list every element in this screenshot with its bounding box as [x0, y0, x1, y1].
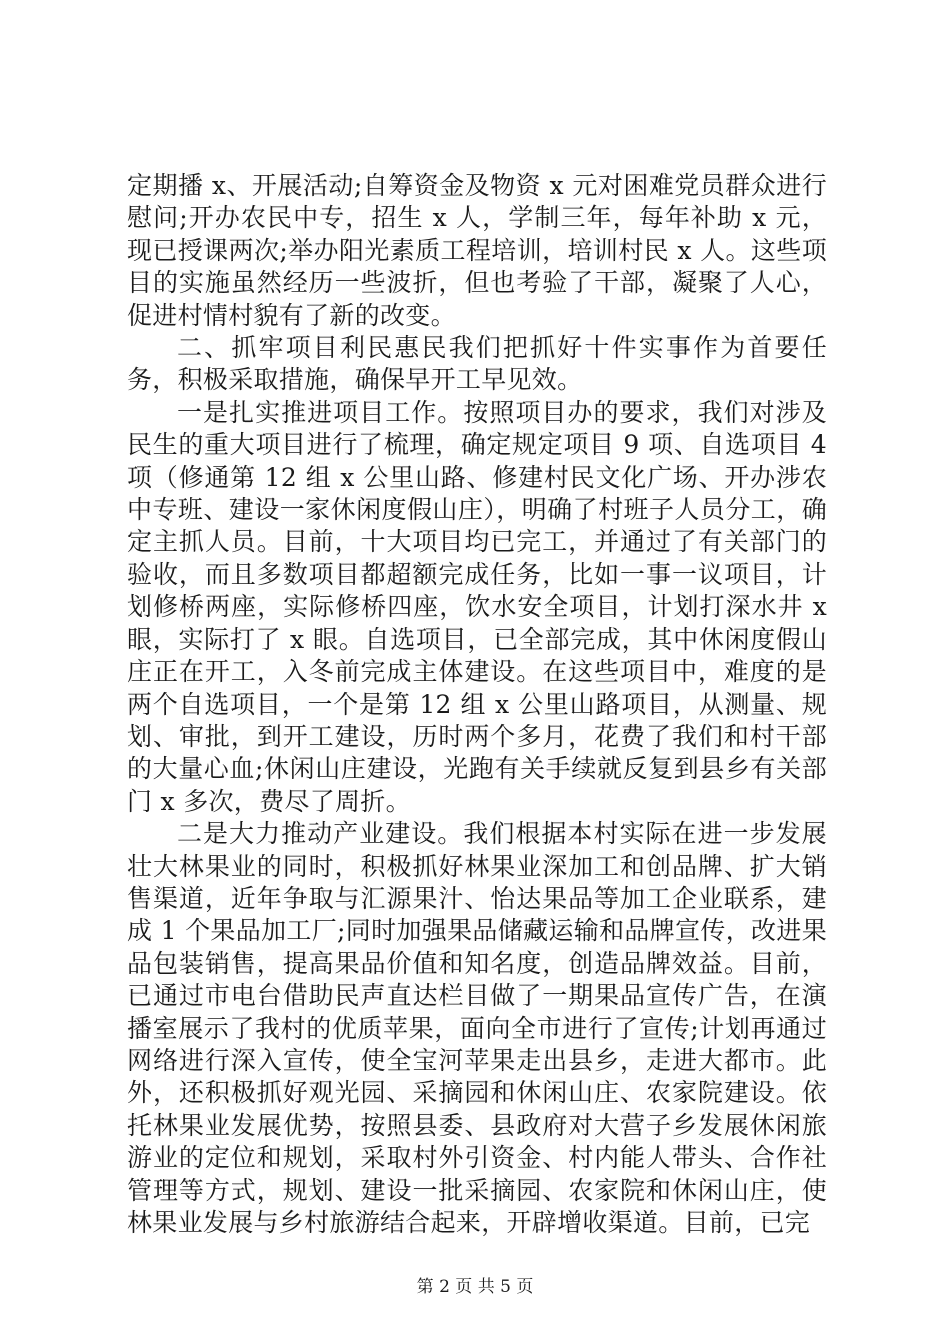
page-number-footer: 第 2 页 共 5 页: [416, 1277, 534, 1297]
document-body: [127, 170, 827, 1239]
paragraph-section-two-heading: 二、抓牢项目利民惠民我们把抓好十件实事作为首要任务，积极采取措施，确保早开工早见效。: [127, 333, 827, 395]
paragraph-project-work: 一是扎实推进项目工作。按照项目办的要求，我们对涉及民生的重大项目进行了梳理，确定规定项目 9 项、自选项目 4 项（修通第 12 组 x 公里山路、修建村民文化广场、开办涉农中专班、建设一家休闲度假山庄），明确了村班子人员分工，确定主抓人员。目前，十大项目均已完工，并通过了有关部门的验收，而且多数项目都超额完成任务，比如一事一议项目，计划修桥两座，实际修桥四座，饮水安全项目，计划打深水井 x 眼，实际打了 x 眼。自选项目，已全部完成，其中休闲度假山庄正在开工，入冬前完成主体建设。在这些项目中，难度的是两个自选项目，一个是第 12 组 x 公里山路项目，从测量、规划、审批，到开工建设，历时两个多月，花费了我们和村干部的大量心血;休闲山庄建设，光跑有关手续就反复到县乡有关部门 x 多次，费尽了周折。: [127, 397, 827, 816]
paragraph-industry-construction: 二是大力推动产业建设。我们根据本村实际在进一步发展壮大林果业的同时，积极抓好林果业深加工和创品牌、扩大销售渠道，近年争取与汇源果汁、怡达果品等加工企业联系，建成 1 个果品加工厂;同时加强果品储藏运输和品牌宣传，改进果品包装销售，提高果品价值和知名度，创造品牌效益。目前，已通过市电台借助民声直达栏目做了一期果品宣传广告，在演播室展示了我村的优质苹果，面向全市进行了宣传;计划再通过网络进行深入宣传，使全宝河苹果走出县乡，走进大都市。此外，还积极抓好观光园、采摘园和休闲山庄、农家院建设。依托林果业发展优势，按照县委、县政府对大营子乡发展休闲旅游业的定位和规划，采取村外引资金、村内能人带头、合作社管理等方式，规划、建设一批采摘园、农家院和休闲山庄，使林果业发展与乡村旅游结合起来，开辟增收渠道。目前，已完: [127, 819, 827, 1237]
paragraph-continuation: 定期播 x、开展活动;自筹资金及物资 x 元对困难党员群众进行慰问;开办农民中专，招生 x 人，学制三年，每年补助 x 元，现已授课两次;举办阳光素质工程培训，培训村民 x 人。这些项目的实施虽然经历一些波折，但也考验了干部，凝聚了人心，促进村情村貌有了新的改变。: [127, 171, 827, 330]
